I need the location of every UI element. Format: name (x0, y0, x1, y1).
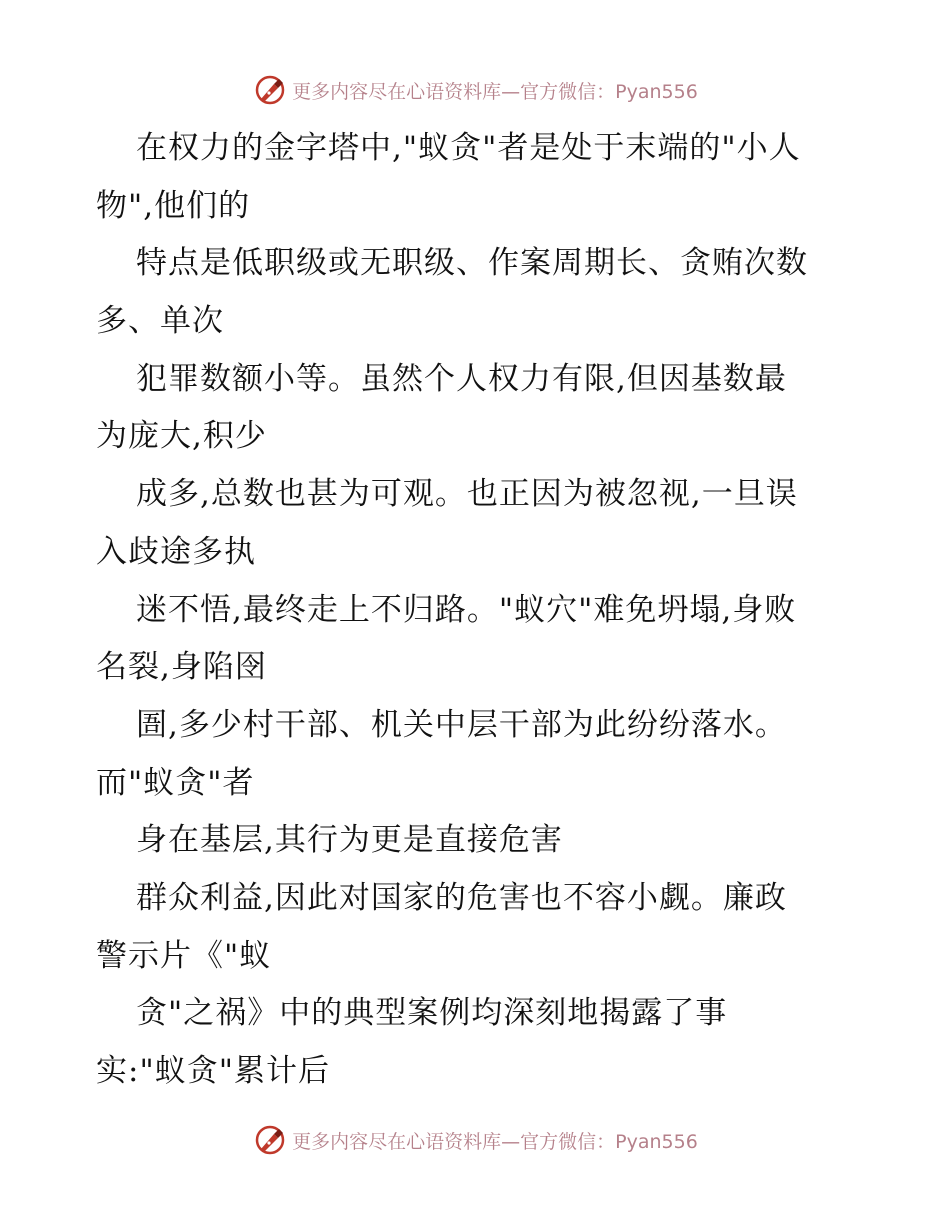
text-line: 特点是低职级或无职级、作案周期长、贪贿次数 (136, 245, 808, 282)
text-line: 入歧途多执 (96, 533, 256, 570)
text-line: 迷不悟,最终走上不归路。"蚁穴"难免坍塌,身败 (136, 591, 797, 628)
banner-text: 更多内容尽在心语资料库—官方微信：Pyan556 (292, 1130, 698, 1153)
footer-banner (0, 1120, 950, 1160)
text-line: 警示片《"蚁 (96, 937, 272, 974)
text-line: 为庞大,积少 (96, 418, 267, 455)
document-body (96, 120, 866, 1101)
text-line: 在权力的金字塔中,"蚁贪"者是处于末端的"小人 (136, 130, 801, 166)
text-line: 身在基层,其行为更是直接危害 (136, 822, 563, 859)
text-line: 物",他们的 (96, 187, 251, 224)
text-line: 多、单次 (96, 303, 224, 340)
text-line: 而"蚁贪"者 (96, 764, 255, 801)
text-line: 实:"蚁贪"累计后 (96, 1053, 330, 1089)
header-banner (0, 70, 950, 110)
pen-nib-icon (252, 1122, 288, 1158)
banner-text: 更多内容尽在心语资料库—官方微信：Pyan556 (292, 80, 698, 103)
text-line: 群众利益,因此对国家的危害也不容小觑。廉政 (136, 879, 787, 916)
pen-nib-icon (252, 72, 288, 108)
text-line: 贪"之祸》中的典型案例均深刻地揭露了事 (136, 995, 728, 1032)
text-line: 成多,总数也甚为可观。也正因为被忽视,一旦误 (136, 476, 798, 513)
text-line: 圄,多少村干部、机关中层干部为此纷纷落水。 (136, 706, 787, 743)
text-line: 名裂,身陷囹 (96, 649, 267, 686)
text-line: 犯罪数额小等。虽然个人权力有限,但因基数最 (136, 360, 787, 397)
